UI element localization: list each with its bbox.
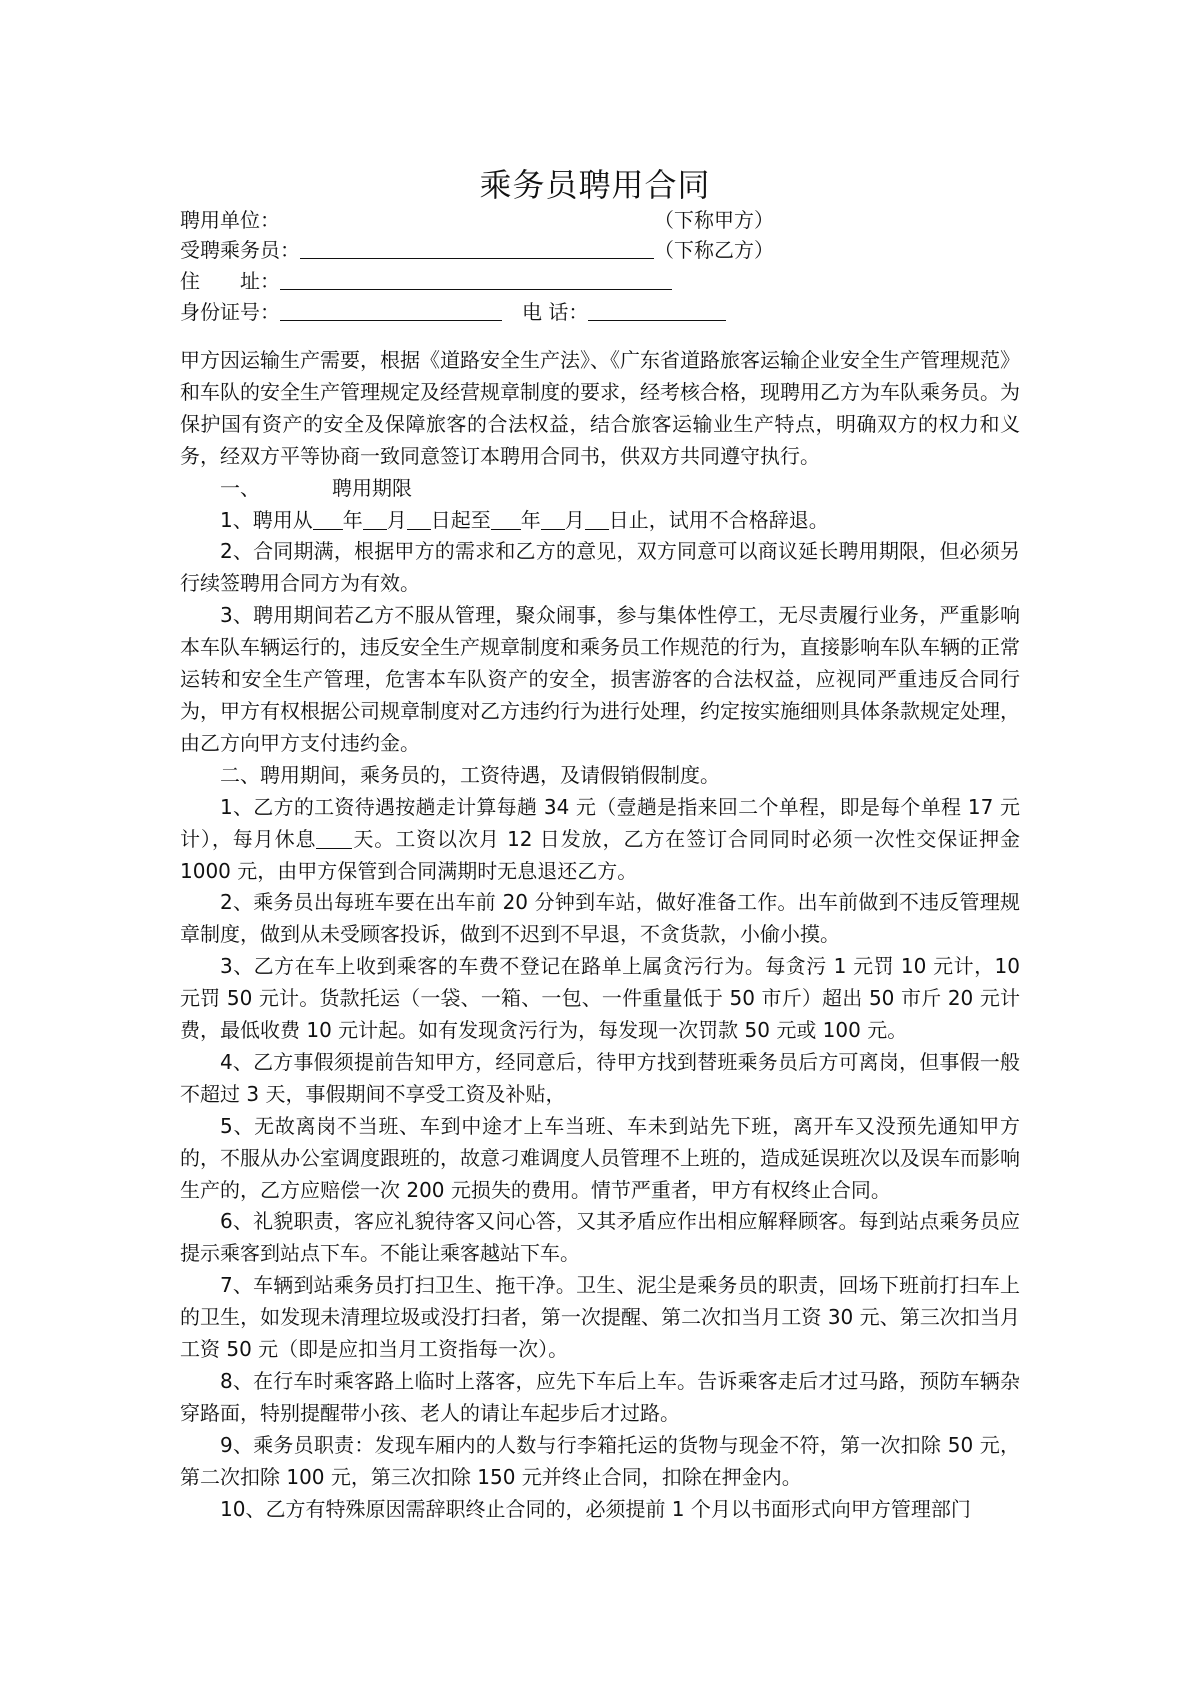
section2-item8: 8、在行车时乘客路上临时上落客，应先下车后上车。告诉乘客走后才过马路，预防车辆杂穿路面，特别提醒带小孩、老人的请让车起步后才过路。 bbox=[180, 1369, 1020, 1425]
phone-label: 电 话： bbox=[522, 300, 589, 324]
section1-number: 一、 bbox=[220, 475, 260, 500]
start-year-blank[interactable] bbox=[313, 507, 343, 530]
start-day-blank[interactable] bbox=[407, 507, 431, 530]
section2-item7: 7、车辆到站乘务员打扫卫生、拖干净。卫生、泥尘是乘务员的职责，回场下班前打扫车上的卫生，如发现未清理垃圾或没打扫者，第一次提醒、第二次扣当月工资 30 元、第三次扣当月工资 50 元（即是应扣当月工资指每一次）。 bbox=[180, 1273, 1020, 1362]
start-month-blank[interactable] bbox=[363, 507, 387, 530]
employee-suffix: （下称乙方） bbox=[654, 238, 774, 262]
section2-item2: 2、乘务员出每班车要在出车前 20 分钟到车站，做好准备工作。出车前做到不违反管理规章制度，做到从未受顾客投诉，做到不迟到不早退，不贪货款，小偷小摸。 bbox=[180, 890, 1020, 947]
id-label: 身份证号： bbox=[180, 300, 280, 324]
section1-item2: 2、合同期满，根据甲方的需求和乙方的意见，双方同意可以商议延长聘用期限，但必须另行续签聘用合同方为有效。 bbox=[180, 539, 1020, 596]
section2-item5: 5、无故离岗不当班、车到中途才上车当班、车未到站先下班，离开车又没预先通知甲方的，不服从办公室调度跟班的，故意刁难调度人员管理不上班的，造成延误班次以及误车而影响生产的，乙方应赔偿一次 200 元损失的费用。情节严重者，甲方有权终止合同。 bbox=[180, 1113, 1020, 1202]
section1-heading bbox=[180, 473, 1020, 505]
rest-days-blank[interactable] bbox=[316, 826, 352, 849]
section1-title: 聘用期限 bbox=[332, 475, 412, 500]
intro-paragraph: 甲方因运输生产需要，根据《道路安全生产法》、《广东省道路旅客运输企业安全生产管理规范》和车队的安全生产管理规定及经营规章制度的要求，经考核合格，现聘用乙方为车队乘务员。为保护国有资产的安全及保障旅客的合法权益，结合旅客运输业生产特点，明确双方的权力和义务，经双方平等协商一致同意签订本聘用合同书，供双方共同遵守执行。 bbox=[180, 348, 1020, 468]
phone-blank[interactable] bbox=[588, 298, 726, 321]
section1-item1: 1、聘用从 年 月 日起至 年 月 日止，试用不合格辞退。 bbox=[220, 507, 829, 532]
section2-item4: 4、乙方事假须提前告知甲方，经同意后，待甲方找到替班乘务员后方可离岗，但事假一般不超过 3 天，事假期间不享受工资及补贴， bbox=[180, 1049, 1020, 1106]
section2-item9: 9、乘务员职责：发现车厢内的人数与行李箱托运的货物与现金不符，第一次扣除 50 元，第二次扣除 100 元，第三次扣除 150 元并终止合同，扣除在押金内。 bbox=[180, 1432, 1020, 1489]
employee-label: 受聘乘务员： bbox=[180, 238, 300, 262]
employer-line bbox=[180, 204, 774, 236]
document-title: 乘务员聘用合同 bbox=[479, 166, 711, 204]
section1-item3: 3、聘用期间若乙方不服从管理，聚众闹事，参与集体性停工，无尽责履行业务，严重影响本车队车辆运行的，违反安全生产规章制度和乘务员工作规范的行为，直接影响车队车辆的正常运转和安全生产管理，危害本车队资产的安全，损害游客的合法权益，应视同严重违反合同行为，甲方有权根据公司规章制度对乙方违约行为进行处理，约定按实施细则具体条款规定处理，由乙方向甲方支付违约金。 bbox=[180, 603, 1020, 755]
section2-item1: 1、乙方的工资待遇按趟走计算每趟 34 元（壹趟是指来回二个单程，即是每个单程 17 元计），每月休息 天。工资以次月 12 日发放，乙方在签订合同同时必须一次性交保证押金 1000 元，由甲方保管到合同满期时无息退还乙方。 bbox=[180, 794, 1020, 883]
id-phone-line bbox=[180, 296, 726, 328]
employer-label: 聘用单位： bbox=[180, 208, 280, 232]
employer-suffix: （下称甲方） bbox=[654, 208, 774, 232]
address-blank[interactable] bbox=[280, 267, 672, 290]
employee-blank[interactable] bbox=[300, 236, 654, 259]
employee-line bbox=[180, 234, 774, 266]
section2-item6: 6、礼貌职责，客应礼貌待客又问心答，又其矛盾应作出相应解释顾客。每到站点乘务员应提示乘客到站点下车。不能让乘客越站下车。 bbox=[180, 1209, 1020, 1266]
end-year-blank[interactable] bbox=[491, 507, 521, 530]
section2-heading: 二、聘用期间，乘务员的，工资待遇，及请假销假制度。 bbox=[220, 762, 720, 787]
end-month-blank[interactable] bbox=[541, 507, 565, 530]
address-label: 住 址： bbox=[180, 269, 280, 293]
id-blank[interactable] bbox=[280, 298, 502, 321]
address-line bbox=[180, 265, 672, 297]
contract-body bbox=[180, 345, 1020, 1526]
end-day-blank[interactable] bbox=[585, 507, 609, 530]
section2-item3: 3、乙方在车上收到乘客的车费不登记在路单上属贪污行为。每贪污 1 元罚 10 元计，10 元罚 50 元计。货款托运（一袋、一箱、一包、一件重量低于 50 市斤）超出 50 市斤 20 元计费，最低收费 10 元计起。如有发现贪污行为，每发现一次罚款 50 元或 100 元。 bbox=[180, 954, 1020, 1043]
section2-item10: 10、乙方有特殊原因需辞职终止合同的，必须提前 1 个月以书面形式向甲方管理部门 bbox=[220, 1496, 971, 1521]
